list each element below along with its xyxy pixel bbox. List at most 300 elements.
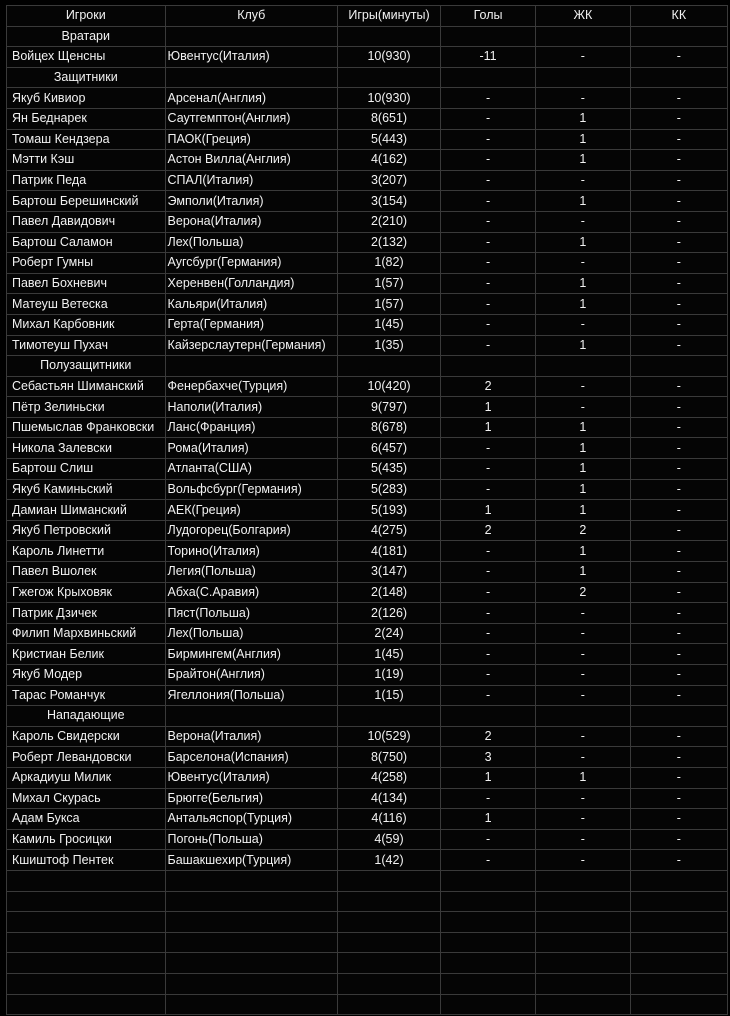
player-name: Кароль Линетти (7, 541, 166, 562)
goals: -11 (441, 47, 536, 68)
empty-cell (630, 994, 727, 1015)
yellow-cards: - (536, 376, 631, 397)
empty-cell (630, 67, 727, 88)
goals: - (441, 108, 536, 129)
empty-row (7, 973, 728, 994)
player-name: Камиль Гросицки (7, 829, 166, 850)
table-row (7, 191, 728, 212)
table-row (7, 314, 728, 335)
goals: 3 (441, 747, 536, 768)
red-cards: - (630, 211, 727, 232)
club: Наполи(Италия) (165, 397, 337, 418)
club: Лудогорец(Болгария) (165, 520, 337, 541)
table-row (7, 541, 728, 562)
player-name: Роберт Левандовски (7, 747, 166, 768)
header-yellow-cards: ЖК (536, 6, 631, 27)
red-cards: - (630, 520, 727, 541)
empty-cell (441, 994, 536, 1015)
games-minutes: 1(45) (338, 644, 441, 665)
club: Бирмингем(Англия) (165, 644, 337, 665)
goals: - (441, 150, 536, 171)
club: Атланта(США) (165, 459, 337, 480)
table-row (7, 232, 728, 253)
yellow-cards: 1 (536, 108, 631, 129)
empty-cell (536, 706, 631, 727)
section-title: Защитники (7, 67, 166, 88)
player-name: Бартош Слиш (7, 459, 166, 480)
red-cards: - (630, 829, 727, 850)
table-row (7, 108, 728, 129)
stats-spreadsheet (6, 5, 728, 1014)
player-name: Себастьян Шиманский (7, 376, 166, 397)
table-row (7, 88, 728, 109)
player-name: Никола Залевски (7, 438, 166, 459)
red-cards: - (630, 767, 727, 788)
player-name: Кароль Свидерски (7, 726, 166, 747)
games-minutes: 2(132) (338, 232, 441, 253)
player-name: Якуб Петровский (7, 520, 166, 541)
club: Эмполи(Италия) (165, 191, 337, 212)
empty-row (7, 891, 728, 912)
yellow-cards: - (536, 665, 631, 686)
red-cards: - (630, 541, 727, 562)
club: Антальяспор(Турция) (165, 809, 337, 830)
player-name: Якуб Кивиор (7, 88, 166, 109)
games-minutes: 1(35) (338, 335, 441, 356)
goals: - (441, 191, 536, 212)
club: Херенвен(Голландия) (165, 273, 337, 294)
empty-cell (338, 26, 441, 47)
header-red-cards: КК (630, 6, 727, 27)
empty-cell (7, 973, 166, 994)
goals: - (441, 273, 536, 294)
empty-cell (338, 870, 441, 891)
red-cards: - (630, 459, 727, 480)
table-row (7, 562, 728, 583)
table-row (7, 479, 728, 500)
goals: - (441, 314, 536, 335)
empty-cell (536, 912, 631, 933)
player-stats-table (6, 5, 728, 1015)
goals: - (441, 850, 536, 871)
games-minutes: 2(148) (338, 582, 441, 603)
yellow-cards: - (536, 809, 631, 830)
header-players: Игроки (7, 6, 166, 27)
red-cards: - (630, 170, 727, 191)
player-name: Филип Мархвиньский (7, 623, 166, 644)
empty-cell (441, 912, 536, 933)
table-row (7, 582, 728, 603)
games-minutes: 4(275) (338, 520, 441, 541)
empty-row (7, 994, 728, 1015)
goals: - (441, 541, 536, 562)
empty-cell (165, 706, 337, 727)
red-cards: - (630, 294, 727, 315)
section-row (7, 67, 728, 88)
yellow-cards: 1 (536, 438, 631, 459)
player-name: Патрик Педа (7, 170, 166, 191)
goals: - (441, 88, 536, 109)
club: Барселона(Испания) (165, 747, 337, 768)
goals: - (441, 479, 536, 500)
goals: - (441, 829, 536, 850)
empty-cell (441, 706, 536, 727)
goals: - (441, 294, 536, 315)
section-title: Полузащитники (7, 356, 166, 377)
yellow-cards: 1 (536, 191, 631, 212)
player-name: Мэтти Кэш (7, 150, 166, 171)
empty-cell (630, 891, 727, 912)
empty-cell (441, 356, 536, 377)
empty-cell (338, 932, 441, 953)
red-cards: - (630, 685, 727, 706)
games-minutes: 3(154) (338, 191, 441, 212)
yellow-cards: - (536, 253, 631, 274)
header-games-minutes: Игры(минуты) (338, 6, 441, 27)
empty-cell (441, 67, 536, 88)
section-row (7, 356, 728, 377)
table-row (7, 809, 728, 830)
games-minutes: 1(57) (338, 294, 441, 315)
red-cards: - (630, 129, 727, 150)
yellow-cards: - (536, 623, 631, 644)
player-name: Гжегож Крыховяк (7, 582, 166, 603)
empty-cell (165, 973, 337, 994)
yellow-cards: - (536, 314, 631, 335)
table-row (7, 644, 728, 665)
red-cards: - (630, 644, 727, 665)
club: Торино(Италия) (165, 541, 337, 562)
table-row (7, 397, 728, 418)
player-name: Войцех Щенсны (7, 47, 166, 68)
player-name: Ян Беднарек (7, 108, 166, 129)
games-minutes: 4(134) (338, 788, 441, 809)
header-club: Клуб (165, 6, 337, 27)
games-minutes: 8(678) (338, 417, 441, 438)
empty-cell (441, 973, 536, 994)
red-cards: - (630, 108, 727, 129)
empty-row (7, 932, 728, 953)
goals: - (441, 623, 536, 644)
club: АЕК(Греция) (165, 500, 337, 521)
club: Аугсбург(Германия) (165, 253, 337, 274)
games-minutes: 1(15) (338, 685, 441, 706)
yellow-cards: 1 (536, 417, 631, 438)
red-cards: - (630, 665, 727, 686)
empty-cell (165, 891, 337, 912)
table-row (7, 335, 728, 356)
goals: 2 (441, 726, 536, 747)
player-name: Тимотеуш Пухач (7, 335, 166, 356)
player-name: Михал Скурась (7, 788, 166, 809)
goals: - (441, 211, 536, 232)
empty-cell (7, 994, 166, 1015)
yellow-cards: - (536, 747, 631, 768)
games-minutes: 9(797) (338, 397, 441, 418)
player-name: Павел Вшолек (7, 562, 166, 583)
empty-cell (338, 994, 441, 1015)
club: СПАЛ(Италия) (165, 170, 337, 191)
goals: - (441, 335, 536, 356)
table-row (7, 850, 728, 871)
table-row (7, 685, 728, 706)
empty-cell (7, 953, 166, 974)
yellow-cards: 1 (536, 129, 631, 150)
club: Вольфсбург(Германия) (165, 479, 337, 500)
table-row (7, 273, 728, 294)
yellow-cards: - (536, 47, 631, 68)
empty-row (7, 912, 728, 933)
club: Рома(Италия) (165, 438, 337, 459)
red-cards: - (630, 747, 727, 768)
club: Лех(Польша) (165, 623, 337, 644)
games-minutes: 5(435) (338, 459, 441, 480)
yellow-cards: 2 (536, 520, 631, 541)
player-name: Пётр Зелиньски (7, 397, 166, 418)
empty-cell (441, 932, 536, 953)
empty-row (7, 870, 728, 891)
club: Верона(Италия) (165, 726, 337, 747)
empty-cell (536, 870, 631, 891)
player-name: Матеуш Ветеска (7, 294, 166, 315)
red-cards: - (630, 438, 727, 459)
goals: 1 (441, 397, 536, 418)
yellow-cards: - (536, 685, 631, 706)
player-name: Адам Букса (7, 809, 166, 830)
section-title: Вратари (7, 26, 166, 47)
player-name: Роберт Гумны (7, 253, 166, 274)
club: Погонь(Польша) (165, 829, 337, 850)
yellow-cards: 1 (536, 562, 631, 583)
empty-cell (441, 891, 536, 912)
table-row (7, 665, 728, 686)
goals: - (441, 603, 536, 624)
games-minutes: 4(59) (338, 829, 441, 850)
red-cards: - (630, 417, 727, 438)
table-row (7, 829, 728, 850)
club: Саутгемптон(Англия) (165, 108, 337, 129)
empty-cell (338, 973, 441, 994)
empty-cell (338, 953, 441, 974)
club: Герта(Германия) (165, 314, 337, 335)
red-cards: - (630, 253, 727, 274)
table-row (7, 170, 728, 191)
goals: - (441, 438, 536, 459)
red-cards: - (630, 809, 727, 830)
empty-cell (441, 870, 536, 891)
red-cards: - (630, 88, 727, 109)
yellow-cards: - (536, 726, 631, 747)
red-cards: - (630, 335, 727, 356)
club: Абха(С.Аравия) (165, 582, 337, 603)
goals: - (441, 685, 536, 706)
games-minutes: 10(529) (338, 726, 441, 747)
club: Ювентус(Италия) (165, 47, 337, 68)
table-row (7, 623, 728, 644)
red-cards: - (630, 47, 727, 68)
goals: - (441, 253, 536, 274)
player-name: Якуб Каминьский (7, 479, 166, 500)
player-name: Павел Бохневич (7, 273, 166, 294)
table-row (7, 47, 728, 68)
table-row (7, 417, 728, 438)
empty-cell (630, 973, 727, 994)
table-row (7, 767, 728, 788)
goals: - (441, 788, 536, 809)
table-row (7, 211, 728, 232)
empty-cell (630, 953, 727, 974)
yellow-cards: 1 (536, 541, 631, 562)
yellow-cards: - (536, 829, 631, 850)
goals: 1 (441, 767, 536, 788)
table-row (7, 500, 728, 521)
red-cards: - (630, 562, 727, 583)
yellow-cards: - (536, 644, 631, 665)
goals: - (441, 170, 536, 191)
player-name: Тарас Романчук (7, 685, 166, 706)
empty-cell (165, 870, 337, 891)
games-minutes: 1(19) (338, 665, 441, 686)
section-row (7, 26, 728, 47)
section-title: Нападающие (7, 706, 166, 727)
yellow-cards: 1 (536, 273, 631, 294)
empty-cell (165, 932, 337, 953)
club: Ланс(Франция) (165, 417, 337, 438)
empty-cell (630, 912, 727, 933)
yellow-cards: - (536, 88, 631, 109)
player-name: Томаш Кендзера (7, 129, 166, 150)
red-cards: - (630, 500, 727, 521)
yellow-cards: 1 (536, 150, 631, 171)
red-cards: - (630, 788, 727, 809)
red-cards: - (630, 397, 727, 418)
red-cards: - (630, 191, 727, 212)
games-minutes: 3(147) (338, 562, 441, 583)
games-minutes: 1(57) (338, 273, 441, 294)
empty-cell (7, 912, 166, 933)
games-minutes: 4(162) (338, 150, 441, 171)
empty-cell (536, 26, 631, 47)
goals: - (441, 582, 536, 603)
games-minutes: 8(651) (338, 108, 441, 129)
games-minutes: 8(750) (338, 747, 441, 768)
games-minutes: 10(420) (338, 376, 441, 397)
yellow-cards: - (536, 603, 631, 624)
empty-cell (536, 932, 631, 953)
header-row (7, 6, 728, 27)
red-cards: - (630, 603, 727, 624)
empty-cell (7, 891, 166, 912)
empty-cell (630, 870, 727, 891)
goals: - (441, 665, 536, 686)
games-minutes: 1(82) (338, 253, 441, 274)
empty-cell (165, 356, 337, 377)
player-name: Михал Карбовник (7, 314, 166, 335)
player-name: Патрик Дзичек (7, 603, 166, 624)
empty-cell (630, 356, 727, 377)
empty-cell (7, 870, 166, 891)
goals: - (441, 459, 536, 480)
red-cards: - (630, 582, 727, 603)
table-row (7, 376, 728, 397)
yellow-cards: 1 (536, 500, 631, 521)
yellow-cards: 1 (536, 479, 631, 500)
games-minutes: 4(181) (338, 541, 441, 562)
games-minutes: 10(930) (338, 88, 441, 109)
table-row (7, 726, 728, 747)
yellow-cards: - (536, 850, 631, 871)
red-cards: - (630, 314, 727, 335)
empty-cell (630, 26, 727, 47)
games-minutes: 5(443) (338, 129, 441, 150)
player-name: Кшиштоф Пентек (7, 850, 166, 871)
red-cards: - (630, 623, 727, 644)
yellow-cards: 1 (536, 459, 631, 480)
games-minutes: 4(116) (338, 809, 441, 830)
yellow-cards: 1 (536, 232, 631, 253)
player-stats-body (7, 6, 728, 1015)
player-name: Якуб Модер (7, 665, 166, 686)
player-name: Павел Давидович (7, 211, 166, 232)
goals: 2 (441, 520, 536, 541)
empty-cell (165, 994, 337, 1015)
yellow-cards: 2 (536, 582, 631, 603)
empty-cell (441, 953, 536, 974)
games-minutes: 3(207) (338, 170, 441, 191)
empty-cell (536, 994, 631, 1015)
empty-cell (338, 706, 441, 727)
empty-cell (630, 706, 727, 727)
empty-cell (441, 26, 536, 47)
games-minutes: 2(210) (338, 211, 441, 232)
games-minutes: 1(45) (338, 314, 441, 335)
club: Пяст(Польша) (165, 603, 337, 624)
yellow-cards: - (536, 170, 631, 191)
club: Брюгге(Бельгия) (165, 788, 337, 809)
table-row (7, 253, 728, 274)
yellow-cards: 1 (536, 294, 631, 315)
player-name: Пшемыслав Франковски (7, 417, 166, 438)
goals: 1 (441, 417, 536, 438)
table-row (7, 438, 728, 459)
table-row (7, 294, 728, 315)
empty-cell (165, 953, 337, 974)
red-cards: - (630, 479, 727, 500)
goals: - (441, 232, 536, 253)
red-cards: - (630, 150, 727, 171)
player-name: Аркадиуш Милик (7, 767, 166, 788)
games-minutes: 5(193) (338, 500, 441, 521)
club: Лех(Польша) (165, 232, 337, 253)
games-minutes: 2(24) (338, 623, 441, 644)
games-minutes: 2(126) (338, 603, 441, 624)
player-name: Дамиан Шиманский (7, 500, 166, 521)
empty-cell (7, 932, 166, 953)
table-row (7, 788, 728, 809)
empty-cell (165, 67, 337, 88)
player-name: Бартош Саламон (7, 232, 166, 253)
header-goals: Голы (441, 6, 536, 27)
yellow-cards: - (536, 211, 631, 232)
club: Ювентус(Италия) (165, 767, 337, 788)
club: Верона(Италия) (165, 211, 337, 232)
red-cards: - (630, 273, 727, 294)
club: Брайтон(Англия) (165, 665, 337, 686)
games-minutes: 1(42) (338, 850, 441, 871)
table-row (7, 603, 728, 624)
empty-cell (165, 26, 337, 47)
table-row (7, 520, 728, 541)
